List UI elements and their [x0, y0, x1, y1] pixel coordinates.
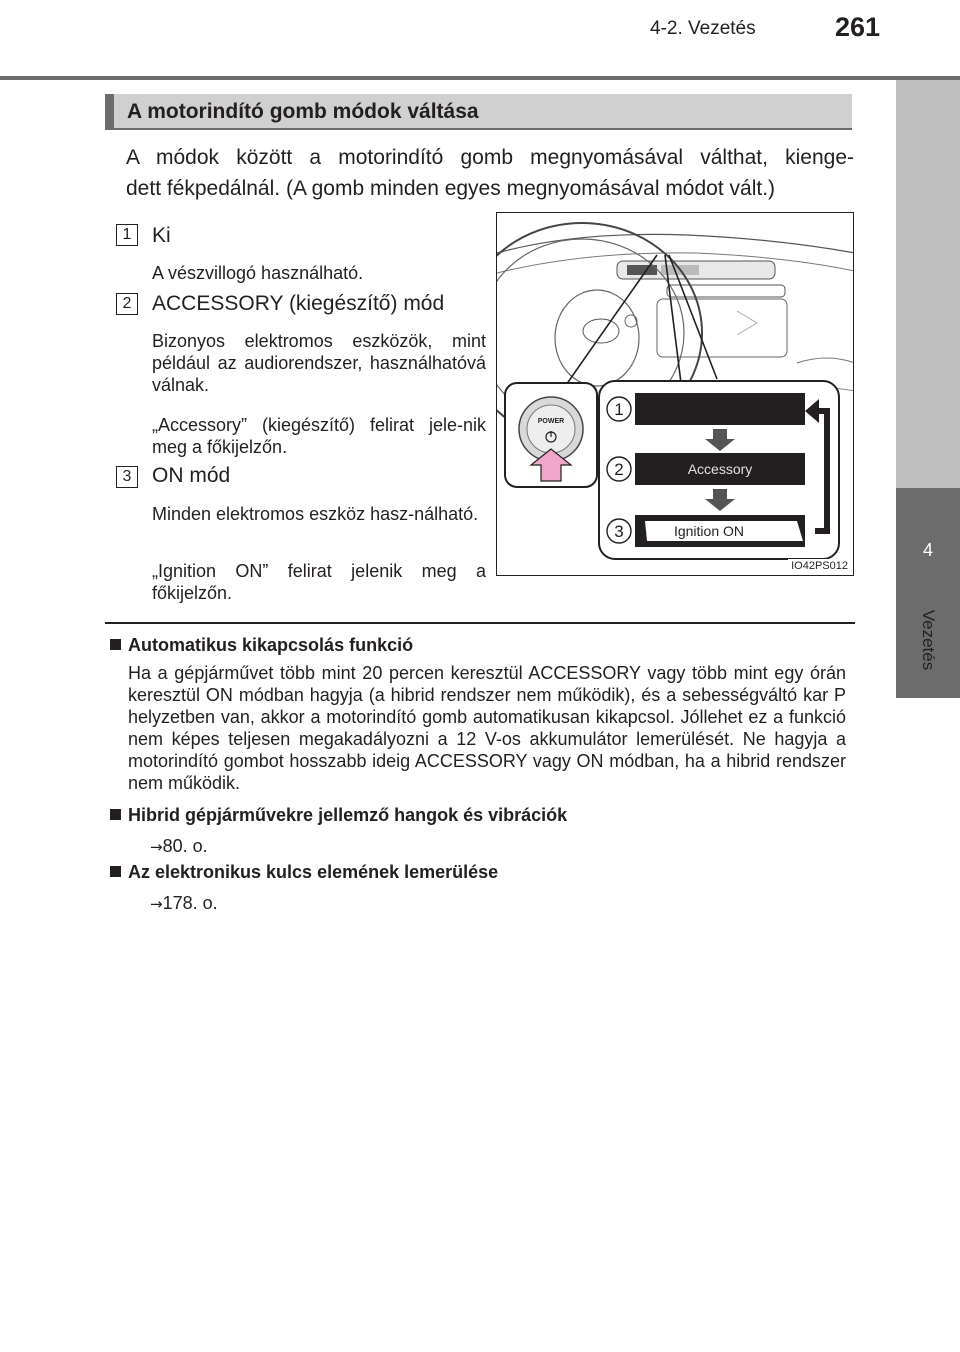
intro-line-1: A módok között a motorindító gomb megnyomásával válthat, kienge- [126, 146, 854, 169]
mode-number-1: 1 [116, 224, 138, 246]
dashboard-illustration [497, 213, 854, 576]
ignition-display-label: Ignition ON [673, 523, 745, 539]
mode-number-3: 3 [116, 466, 138, 488]
bullet-square [110, 809, 121, 820]
section-title-bar [105, 94, 114, 128]
figure-step-1: 1 [614, 400, 624, 419]
bullet-square [110, 866, 121, 877]
figure-step-2: 2 [614, 460, 624, 479]
figure-step-3: 3 [614, 522, 624, 541]
side-tab-light [896, 80, 960, 488]
mode-title-2: ACCESSORY (kiegészítő) mód [152, 292, 445, 315]
section-title-box [105, 94, 852, 130]
side-tab-label: Vezetés [919, 609, 938, 671]
mode-number-2: 2 [116, 293, 138, 315]
note-body-1: Ha a gépjárművet több mint 20 percen keresztül ACCESSORY vagy több mint egy órán keresztül ON módban hagyja (a hibrid rendszer nem működik), és a sebességváltó kar P helyzetben van, akkor a motorindító gomb automatikusan kikapcsol. Jóllehet ez a funkció nem képes teljesen megakadályozni a 12 V-os akkumulátor lemerülését. Ne hagyja a motorindító gombot hosszabb ideig ACCESSORY vagy ON módban, ha a hibrid rendszer nem működik. [128, 663, 846, 793]
arrow-icon: → [150, 895, 163, 913]
note-ref-2[interactable]: →80. o. [150, 836, 208, 856]
separator-rule [105, 622, 855, 624]
side-tab-number: 4 [922, 540, 933, 560]
mode-desc-2a: Bizonyos elektromos eszközök, mint például az audiorendszer, használhatóvá válnak. [152, 331, 486, 395]
section-title: A motorindító gomb módok váltása [127, 100, 479, 123]
mode-title-3: ON mód [152, 464, 231, 487]
page-number: 261 [835, 12, 881, 42]
power-button-figure [496, 212, 854, 576]
note-ref-3[interactable]: →178. o. [150, 893, 218, 913]
figure-code: IO42PS012 [788, 559, 851, 573]
mode-title-1: Ki [152, 224, 171, 247]
mode-desc-1: A vészvillogó használható. [152, 263, 364, 283]
note-heading-3: Az elektronikus kulcs elemének lemerülése [110, 862, 498, 883]
mode-desc-3a: Minden elektromos eszköz hasz-nálható. [152, 504, 479, 524]
mode-desc-3b: „Ignition ON” felirat jelenik meg a főkijelzőn. [152, 561, 486, 603]
arrow-icon: → [150, 838, 163, 856]
note-heading-2: Hibrid gépjárművekre jellemző hangok és vibrációk [110, 805, 567, 826]
intro-line-2: dett fékpedálnál. (A gomb minden egyes megnyomásával módot vált.) [126, 177, 776, 200]
note-heading-1: Automatikus kikapcsolás funkció [110, 635, 413, 656]
accessory-display-label: Accessory [687, 461, 753, 477]
header-section-title: 4-2. Vezetés [650, 18, 756, 39]
header-rule [0, 76, 960, 80]
bullet-square [110, 639, 121, 650]
power-button-label: POWER [537, 418, 565, 425]
mode-desc-2b: „Accessory” (kiegészítő) felirat jele-nik meg a főkijelzőn. [152, 415, 486, 457]
